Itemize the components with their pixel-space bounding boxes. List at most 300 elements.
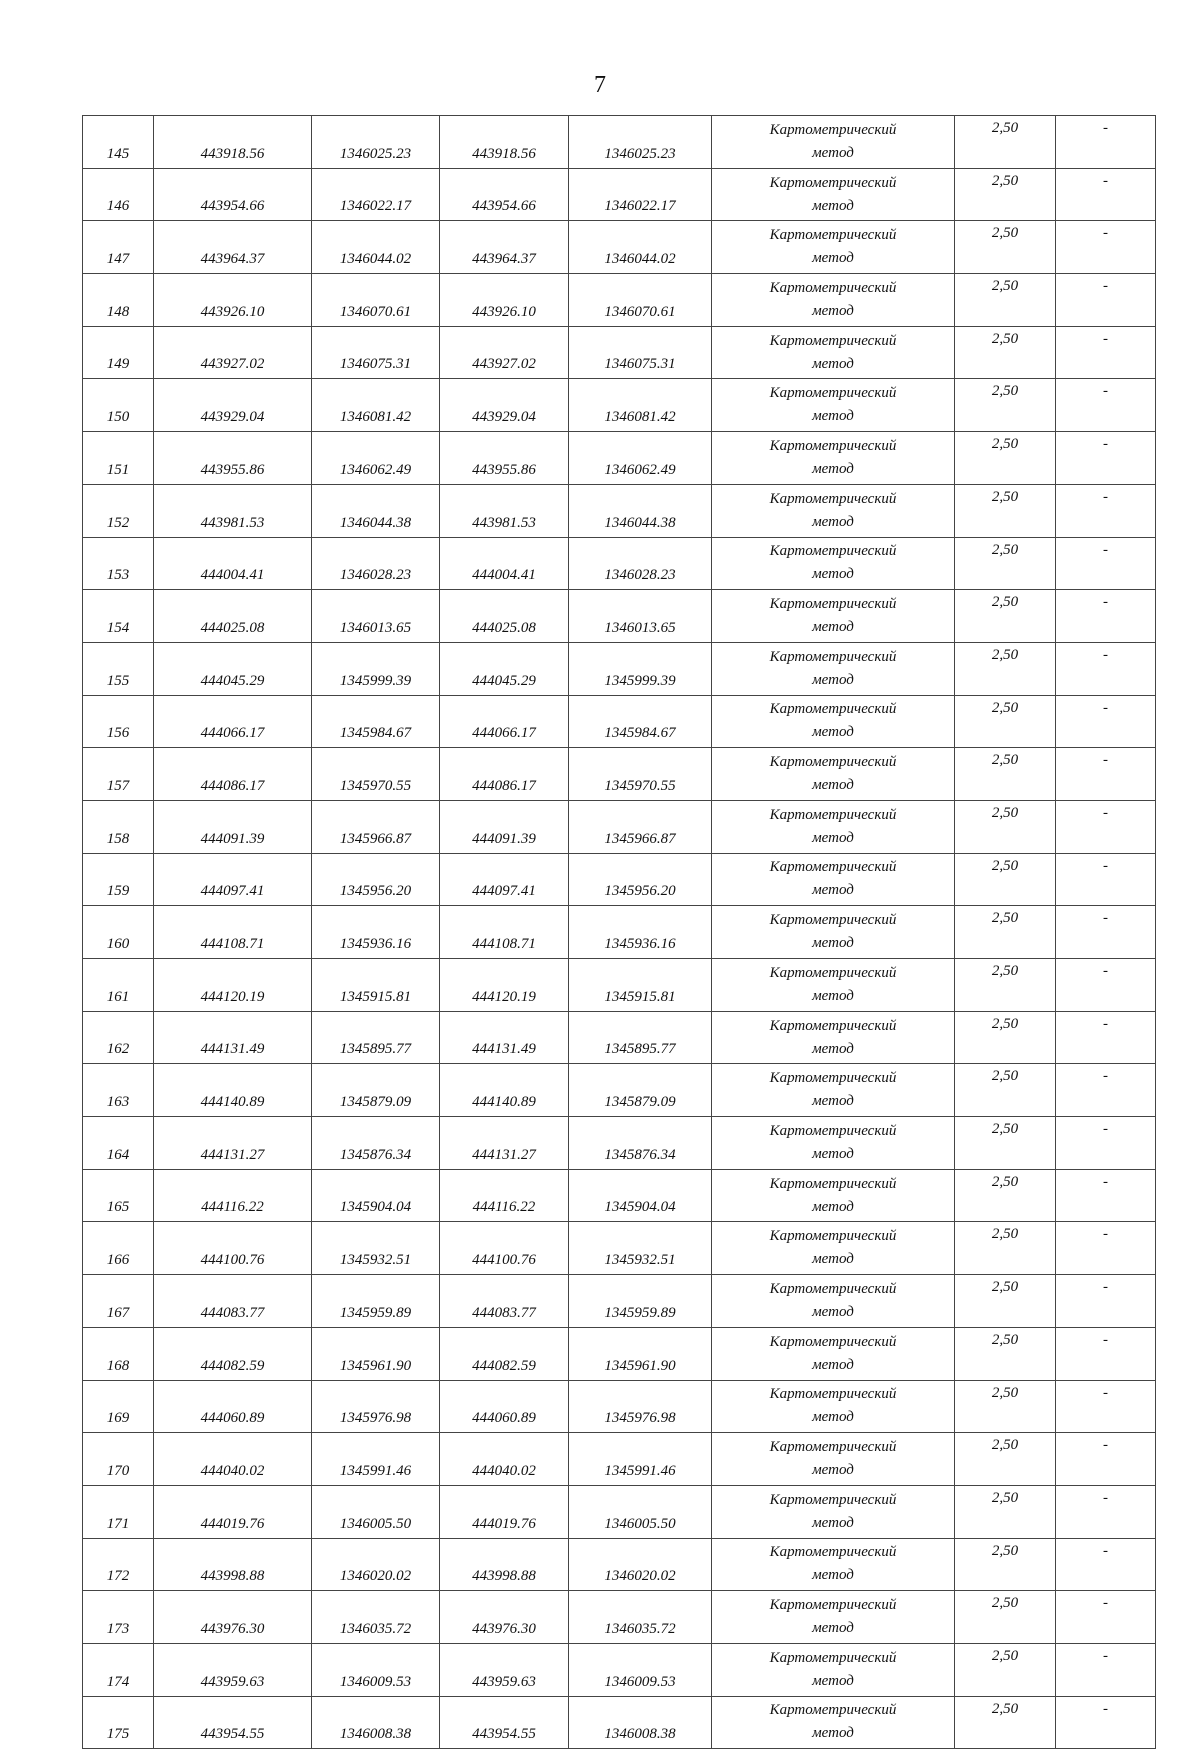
description-cell: - [1056, 1696, 1156, 1749]
x-coordinate-cell: 443918.56 [154, 116, 312, 169]
x-coordinate-new-cell: 444066.17 [440, 695, 569, 748]
method-cell [712, 484, 955, 537]
table-row [83, 1275, 1156, 1328]
x-coordinate-cell: 444116.22 [154, 1169, 312, 1222]
x-coordinate-new-cell: 444131.49 [440, 1011, 569, 1064]
method-cell [712, 1117, 955, 1170]
method-text: Картометрический [769, 385, 897, 402]
method-text: Картометрический [769, 543, 897, 560]
accuracy-cell: 2,50 [955, 1275, 1056, 1328]
method-cell [712, 1433, 955, 1486]
y-coordinate-cell: 1346035.72 [312, 1591, 440, 1644]
point-number-cell: 149 [83, 326, 154, 379]
x-coordinate-new-cell: 444140.89 [440, 1064, 569, 1117]
method-text: Картометрический [769, 1070, 897, 1087]
y-coordinate-new-cell: 1345970.55 [569, 748, 712, 801]
x-coordinate-cell: 444131.49 [154, 1011, 312, 1064]
accuracy-cell: 2,50 [955, 1011, 1056, 1064]
description-cell: - [1056, 537, 1156, 590]
description-cell: - [1056, 1169, 1156, 1222]
y-coordinate-cell: 1346075.31 [312, 326, 440, 379]
accuracy-cell: 2,50 [955, 116, 1056, 169]
method-text: метод [812, 1145, 854, 1162]
method-cell [712, 168, 955, 221]
table-row [83, 1696, 1156, 1749]
table-row [83, 800, 1156, 853]
method-cell [712, 1169, 955, 1222]
table-row [83, 642, 1156, 695]
y-coordinate-cell: 1346009.53 [312, 1643, 440, 1696]
y-coordinate-new-cell: 1346009.53 [569, 1643, 712, 1696]
point-number-cell: 148 [83, 274, 154, 327]
x-coordinate-new-cell: 443981.53 [440, 484, 569, 537]
accuracy-cell: 2,50 [955, 1327, 1056, 1380]
description-cell: - [1056, 379, 1156, 432]
y-coordinate-cell: 1346028.23 [312, 537, 440, 590]
method-cell [712, 221, 955, 274]
x-coordinate-cell: 443981.53 [154, 484, 312, 537]
y-coordinate-new-cell: 1346035.72 [569, 1591, 712, 1644]
accuracy-cell: 2,50 [955, 590, 1056, 643]
description-cell: - [1056, 221, 1156, 274]
method-text: метод [812, 882, 854, 899]
description-cell: - [1056, 1275, 1156, 1328]
accuracy-cell: 2,50 [955, 1117, 1056, 1170]
y-coordinate-new-cell: 1345966.87 [569, 800, 712, 853]
x-coordinate-new-cell: 444131.27 [440, 1117, 569, 1170]
method-text: Картометрический [769, 964, 897, 981]
table-row [83, 1380, 1156, 1433]
x-coordinate-cell: 444100.76 [154, 1222, 312, 1275]
y-coordinate-new-cell: 1345879.09 [569, 1064, 712, 1117]
method-cell [712, 1064, 955, 1117]
x-coordinate-new-cell: 444120.19 [440, 959, 569, 1012]
y-coordinate-cell: 1345895.77 [312, 1011, 440, 1064]
table-row [83, 1011, 1156, 1064]
y-coordinate-cell: 1345976.98 [312, 1380, 440, 1433]
point-number-cell: 165 [83, 1169, 154, 1222]
point-number-cell: 159 [83, 853, 154, 906]
method-cell [712, 853, 955, 906]
x-coordinate-new-cell: 443959.63 [440, 1643, 569, 1696]
point-number-cell: 166 [83, 1222, 154, 1275]
description-cell: - [1056, 432, 1156, 485]
method-text: Картометрический [769, 1491, 897, 1508]
x-coordinate-cell: 443926.10 [154, 274, 312, 327]
method-cell [712, 1591, 955, 1644]
method-text: Картометрический [769, 1649, 897, 1666]
table-row [83, 1064, 1156, 1117]
page-number: 7 [594, 72, 606, 98]
method-text: Картометрический [769, 1439, 897, 1456]
point-number-cell: 167 [83, 1275, 154, 1328]
table-row [83, 959, 1156, 1012]
method-text: Картометрический [769, 806, 897, 823]
x-coordinate-cell: 444131.27 [154, 1117, 312, 1170]
method-cell [712, 695, 955, 748]
y-coordinate-new-cell: 1345991.46 [569, 1433, 712, 1486]
y-coordinate-cell: 1345961.90 [312, 1327, 440, 1380]
y-coordinate-new-cell: 1346020.02 [569, 1538, 712, 1591]
y-coordinate-new-cell: 1345876.34 [569, 1117, 712, 1170]
y-coordinate-new-cell: 1345915.81 [569, 959, 712, 1012]
accuracy-cell: 2,50 [955, 221, 1056, 274]
accuracy-cell: 2,50 [955, 959, 1056, 1012]
method-text: метод [812, 408, 854, 425]
x-coordinate-cell: 443998.88 [154, 1538, 312, 1591]
point-number-cell: 164 [83, 1117, 154, 1170]
x-coordinate-cell: 444019.76 [154, 1485, 312, 1538]
y-coordinate-new-cell: 1345999.39 [569, 642, 712, 695]
accuracy-cell: 2,50 [955, 1643, 1056, 1696]
y-coordinate-new-cell: 1346062.49 [569, 432, 712, 485]
table-row [83, 1485, 1156, 1538]
point-number-cell: 146 [83, 168, 154, 221]
y-coordinate-cell: 1345984.67 [312, 695, 440, 748]
point-number-cell: 169 [83, 1380, 154, 1433]
description-cell: - [1056, 1222, 1156, 1275]
y-coordinate-new-cell: 1345959.89 [569, 1275, 712, 1328]
description-cell: - [1056, 1117, 1156, 1170]
x-coordinate-new-cell: 443998.88 [440, 1538, 569, 1591]
table-row [83, 432, 1156, 485]
point-number-cell: 173 [83, 1591, 154, 1644]
x-coordinate-new-cell: 443976.30 [440, 1591, 569, 1644]
x-coordinate-cell: 443927.02 [154, 326, 312, 379]
method-cell [712, 432, 955, 485]
x-coordinate-cell: 444066.17 [154, 695, 312, 748]
table-row [83, 853, 1156, 906]
method-text: метод [812, 1303, 854, 1320]
accuracy-cell: 2,50 [955, 484, 1056, 537]
table-row [83, 1169, 1156, 1222]
y-coordinate-cell: 1346044.38 [312, 484, 440, 537]
method-cell [712, 1538, 955, 1591]
table-row [83, 537, 1156, 590]
x-coordinate-new-cell: 444083.77 [440, 1275, 569, 1328]
method-text: Картометрический [769, 596, 897, 613]
method-text: метод [812, 1093, 854, 1110]
x-coordinate-new-cell: 443918.56 [440, 116, 569, 169]
x-coordinate-cell: 443964.37 [154, 221, 312, 274]
description-cell: - [1056, 326, 1156, 379]
method-text: Картометрический [769, 912, 897, 929]
description-cell: - [1056, 1380, 1156, 1433]
method-text: Картометрический [769, 648, 897, 665]
table-row [83, 1433, 1156, 1486]
accuracy-cell: 2,50 [955, 326, 1056, 379]
x-coordinate-cell: 444108.71 [154, 906, 312, 959]
description-cell: - [1056, 168, 1156, 221]
method-text: Картометрический [769, 1017, 897, 1034]
method-cell [712, 1275, 955, 1328]
y-coordinate-new-cell: 1345956.20 [569, 853, 712, 906]
point-number-cell: 162 [83, 1011, 154, 1064]
x-coordinate-new-cell: 444025.08 [440, 590, 569, 643]
method-text: метод [812, 987, 854, 1004]
method-cell [712, 1643, 955, 1696]
method-cell [712, 748, 955, 801]
y-coordinate-cell: 1345970.55 [312, 748, 440, 801]
x-coordinate-new-cell: 443929.04 [440, 379, 569, 432]
table-row [83, 484, 1156, 537]
description-cell: - [1056, 959, 1156, 1012]
y-coordinate-cell: 1346062.49 [312, 432, 440, 485]
method-text: Картометрический [769, 701, 897, 718]
x-coordinate-cell: 443955.86 [154, 432, 312, 485]
description-cell: - [1056, 853, 1156, 906]
method-text: Картометрический [769, 121, 897, 138]
x-coordinate-cell: 444083.77 [154, 1275, 312, 1328]
method-text: Картометрический [769, 174, 897, 191]
y-coordinate-cell: 1345956.20 [312, 853, 440, 906]
description-cell: - [1056, 590, 1156, 643]
description-cell: - [1056, 642, 1156, 695]
y-coordinate-new-cell: 1346081.42 [569, 379, 712, 432]
method-cell [712, 116, 955, 169]
table-row [83, 274, 1156, 327]
x-coordinate-new-cell: 443954.55 [440, 1696, 569, 1749]
y-coordinate-new-cell: 1346028.23 [569, 537, 712, 590]
x-coordinate-new-cell: 444100.76 [440, 1222, 569, 1275]
method-text: метод [812, 1462, 854, 1479]
accuracy-cell: 2,50 [955, 1380, 1056, 1433]
description-cell: - [1056, 1643, 1156, 1696]
method-text: Картометрический [769, 1228, 897, 1245]
y-coordinate-cell: 1346081.42 [312, 379, 440, 432]
point-number-cell: 145 [83, 116, 154, 169]
point-number-cell: 161 [83, 959, 154, 1012]
method-cell [712, 1327, 955, 1380]
method-text: метод [812, 1514, 854, 1531]
y-coordinate-cell: 1345959.89 [312, 1275, 440, 1328]
y-coordinate-cell: 1346020.02 [312, 1538, 440, 1591]
accuracy-cell: 2,50 [955, 379, 1056, 432]
method-text: Картометрический [769, 1333, 897, 1350]
method-text: метод [812, 777, 854, 794]
y-coordinate-cell: 1345936.16 [312, 906, 440, 959]
x-coordinate-new-cell: 444060.89 [440, 1380, 569, 1433]
accuracy-cell: 2,50 [955, 432, 1056, 485]
y-coordinate-new-cell: 1346070.61 [569, 274, 712, 327]
x-coordinate-new-cell: 443954.66 [440, 168, 569, 221]
x-coordinate-cell: 443976.30 [154, 1591, 312, 1644]
description-cell: - [1056, 274, 1156, 327]
table-row [83, 1643, 1156, 1696]
table-row [83, 326, 1156, 379]
method-text: Картометрический [769, 1175, 897, 1192]
x-coordinate-new-cell: 444019.76 [440, 1485, 569, 1538]
method-text: Картометрический [769, 227, 897, 244]
x-coordinate-cell: 443954.55 [154, 1696, 312, 1749]
table-row [83, 1222, 1156, 1275]
table-body [83, 116, 1156, 1749]
accuracy-cell: 2,50 [955, 1485, 1056, 1538]
y-coordinate-cell: 1345932.51 [312, 1222, 440, 1275]
method-cell [712, 326, 955, 379]
description-cell: - [1056, 1538, 1156, 1591]
x-coordinate-new-cell: 444097.41 [440, 853, 569, 906]
method-text: метод [812, 935, 854, 952]
method-text: Картометрический [769, 332, 897, 349]
coordinates-table [82, 115, 1156, 1749]
y-coordinate-new-cell: 1346044.38 [569, 484, 712, 537]
method-text: Картометрический [769, 1386, 897, 1403]
point-number-cell: 175 [83, 1696, 154, 1749]
method-cell [712, 274, 955, 327]
y-coordinate-cell: 1345966.87 [312, 800, 440, 853]
accuracy-cell: 2,50 [955, 274, 1056, 327]
description-cell: - [1056, 1485, 1156, 1538]
y-coordinate-new-cell: 1346025.23 [569, 116, 712, 169]
method-cell [712, 1011, 955, 1064]
y-coordinate-cell: 1346005.50 [312, 1485, 440, 1538]
y-coordinate-cell: 1345999.39 [312, 642, 440, 695]
point-number-cell: 158 [83, 800, 154, 853]
y-coordinate-new-cell: 1346044.02 [569, 221, 712, 274]
accuracy-cell: 2,50 [955, 1433, 1056, 1486]
y-coordinate-new-cell: 1346013.65 [569, 590, 712, 643]
point-number-cell: 157 [83, 748, 154, 801]
method-text: метод [812, 1251, 854, 1268]
table-row [83, 695, 1156, 748]
x-coordinate-new-cell: 444086.17 [440, 748, 569, 801]
point-number-cell: 152 [83, 484, 154, 537]
point-number-cell: 160 [83, 906, 154, 959]
x-coordinate-new-cell: 444091.39 [440, 800, 569, 853]
accuracy-cell: 2,50 [955, 748, 1056, 801]
y-coordinate-new-cell: 1346005.50 [569, 1485, 712, 1538]
method-cell [712, 1222, 955, 1275]
method-text: метод [812, 1040, 854, 1057]
table-row [83, 168, 1156, 221]
accuracy-cell: 2,50 [955, 906, 1056, 959]
y-coordinate-cell: 1346008.38 [312, 1696, 440, 1749]
method-cell [712, 379, 955, 432]
description-cell: - [1056, 748, 1156, 801]
method-text: Картометрический [769, 859, 897, 876]
description-cell: - [1056, 1327, 1156, 1380]
x-coordinate-new-cell: 444004.41 [440, 537, 569, 590]
table-row [83, 379, 1156, 432]
accuracy-cell: 2,50 [955, 642, 1056, 695]
point-number-cell: 150 [83, 379, 154, 432]
description-cell: - [1056, 1433, 1156, 1486]
x-coordinate-cell: 443959.63 [154, 1643, 312, 1696]
description-cell: - [1056, 906, 1156, 959]
table-row [83, 590, 1156, 643]
accuracy-cell: 2,50 [955, 1696, 1056, 1749]
point-number-cell: 154 [83, 590, 154, 643]
method-text: Картометрический [769, 1597, 897, 1614]
accuracy-cell: 2,50 [955, 1064, 1056, 1117]
method-text: метод [812, 724, 854, 741]
y-coordinate-cell: 1345876.34 [312, 1117, 440, 1170]
x-coordinate-cell: 444120.19 [154, 959, 312, 1012]
point-number-cell: 168 [83, 1327, 154, 1380]
method-cell [712, 642, 955, 695]
x-coordinate-new-cell: 443955.86 [440, 432, 569, 485]
y-coordinate-cell: 1346013.65 [312, 590, 440, 643]
point-number-cell: 156 [83, 695, 154, 748]
method-text: Картометрический [769, 1122, 897, 1139]
method-cell [712, 1485, 955, 1538]
method-text: метод [812, 1725, 854, 1742]
x-coordinate-new-cell: 443964.37 [440, 221, 569, 274]
point-number-cell: 170 [83, 1433, 154, 1486]
point-number-cell: 172 [83, 1538, 154, 1591]
method-cell [712, 590, 955, 643]
x-coordinate-cell: 444086.17 [154, 748, 312, 801]
x-coordinate-cell: 444091.39 [154, 800, 312, 853]
method-text: метод [812, 460, 854, 477]
x-coordinate-new-cell: 443926.10 [440, 274, 569, 327]
method-text: Картометрический [769, 279, 897, 296]
method-cell [712, 1696, 955, 1749]
x-coordinate-new-cell: 444082.59 [440, 1327, 569, 1380]
accuracy-cell: 2,50 [955, 168, 1056, 221]
y-coordinate-new-cell: 1345932.51 [569, 1222, 712, 1275]
point-number-cell: 147 [83, 221, 154, 274]
description-cell: - [1056, 116, 1156, 169]
x-coordinate-cell: 444040.02 [154, 1433, 312, 1486]
method-text: Картометрический [769, 490, 897, 507]
accuracy-cell: 2,50 [955, 695, 1056, 748]
accuracy-cell: 2,50 [955, 853, 1056, 906]
x-coordinate-new-cell: 444108.71 [440, 906, 569, 959]
x-coordinate-cell: 443929.04 [154, 379, 312, 432]
point-number-cell: 174 [83, 1643, 154, 1696]
method-text: метод [812, 144, 854, 161]
y-coordinate-new-cell: 1346075.31 [569, 326, 712, 379]
description-cell: - [1056, 800, 1156, 853]
accuracy-cell: 2,50 [955, 1538, 1056, 1591]
method-text: Картометрический [769, 1702, 897, 1719]
table-row [83, 221, 1156, 274]
accuracy-cell: 2,50 [955, 800, 1056, 853]
point-number-cell: 153 [83, 537, 154, 590]
method-text: метод [812, 197, 854, 214]
method-cell [712, 800, 955, 853]
method-text: метод [812, 250, 854, 267]
x-coordinate-new-cell: 444116.22 [440, 1169, 569, 1222]
method-text: метод [812, 829, 854, 846]
y-coordinate-cell: 1345879.09 [312, 1064, 440, 1117]
y-coordinate-cell: 1346044.02 [312, 221, 440, 274]
table-row [83, 1538, 1156, 1591]
method-text: метод [812, 302, 854, 319]
method-text: метод [812, 671, 854, 688]
method-text: метод [812, 619, 854, 636]
point-number-cell: 151 [83, 432, 154, 485]
method-text: метод [812, 1620, 854, 1637]
method-text: метод [812, 1198, 854, 1215]
table-row [83, 748, 1156, 801]
x-coordinate-cell: 444082.59 [154, 1327, 312, 1380]
description-cell: - [1056, 695, 1156, 748]
y-coordinate-new-cell: 1345904.04 [569, 1169, 712, 1222]
method-text: метод [812, 1567, 854, 1584]
y-coordinate-new-cell: 1345984.67 [569, 695, 712, 748]
method-text: Картометрический [769, 1280, 897, 1297]
x-coordinate-cell: 444045.29 [154, 642, 312, 695]
method-text: метод [812, 1356, 854, 1373]
y-coordinate-new-cell: 1345936.16 [569, 906, 712, 959]
method-text: метод [812, 1672, 854, 1689]
x-coordinate-cell: 444097.41 [154, 853, 312, 906]
y-coordinate-new-cell: 1345961.90 [569, 1327, 712, 1380]
accuracy-cell: 2,50 [955, 1591, 1056, 1644]
